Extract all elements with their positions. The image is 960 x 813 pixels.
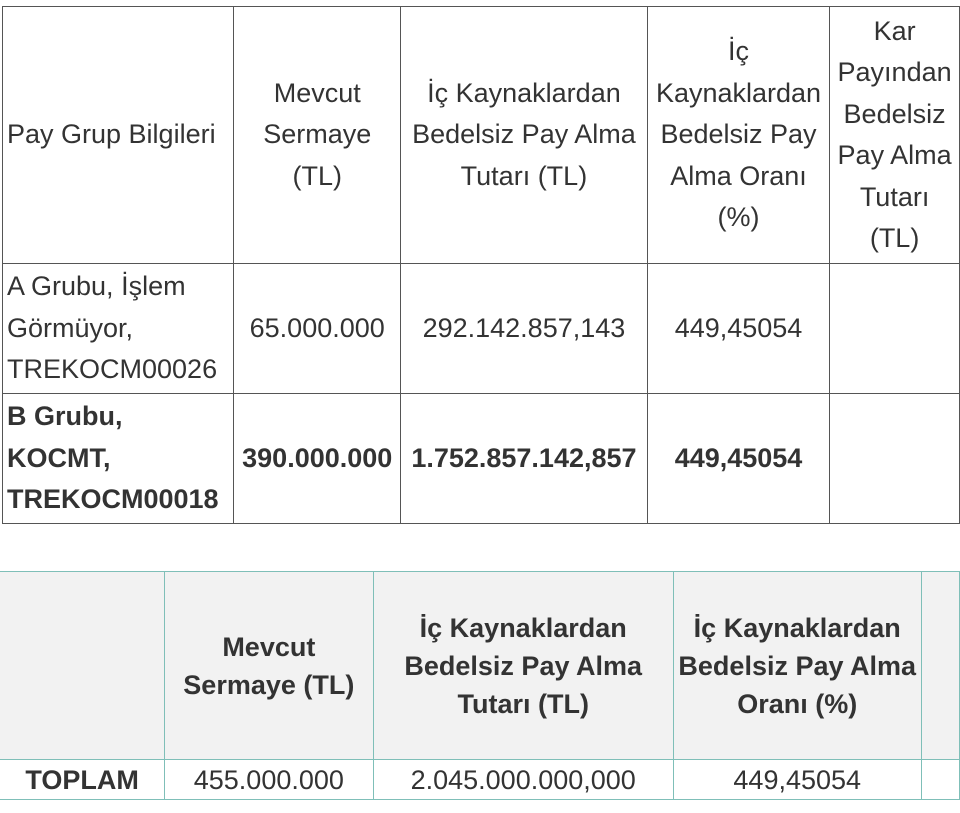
dividend-amount-cell	[830, 264, 960, 394]
capital-cell: 390.000.000	[234, 394, 401, 524]
group-cell: A Grubu, İşlem Görmüyor, TREKOCM00026	[3, 264, 234, 394]
dividend-amount-cell	[830, 394, 960, 524]
header-extra	[921, 572, 959, 760]
total-capital-cell: 455.000.000	[165, 760, 373, 800]
header-pay-group-info: Pay Grup Bilgileri	[3, 7, 234, 264]
total-table-header-row	[0, 572, 960, 760]
total-row	[0, 760, 960, 800]
header-empty	[0, 572, 165, 760]
header-current-capital: Mevcut Sermaye (TL)	[165, 572, 373, 760]
group-cell: B Grubu, KOCMT, TREKOCM00018	[3, 394, 234, 524]
header-dividend-bonus-amount: Kar Payından Bedelsiz Pay Alma Tutarı (TL)	[830, 7, 960, 264]
total-internal-amount-cell: 2.045.000.000,000	[373, 760, 673, 800]
header-internal-bonus-amount: İç Kaynaklardan Bedelsiz Pay Alma Tutarı (TL)	[373, 572, 673, 760]
total-internal-ratio-cell: 449,45054	[673, 760, 921, 800]
table-header-row	[3, 7, 960, 264]
header-internal-bonus-ratio: İç Kaynaklardan Bedelsiz Pay Alma Oranı (%)	[647, 7, 829, 264]
table-row	[3, 394, 960, 524]
header-current-capital: Mevcut Sermaye (TL)	[234, 7, 401, 264]
pay-group-table	[2, 6, 960, 524]
internal-amount-cell: 1.752.857.142,857	[401, 394, 648, 524]
header-internal-bonus-amount: İç Kaynaklardan Bedelsiz Pay Alma Tutarı (TL)	[401, 7, 648, 264]
table-row	[3, 264, 960, 394]
internal-amount-cell: 292.142.857,143	[401, 264, 648, 394]
internal-ratio-cell: 449,45054	[647, 264, 829, 394]
total-label: TOPLAM	[0, 760, 165, 800]
total-extra-cell	[921, 760, 959, 800]
header-internal-bonus-ratio: İç Kaynaklardan Bedelsiz Pay Alma Oranı (%)	[673, 572, 921, 760]
capital-cell: 65.000.000	[234, 264, 401, 394]
internal-ratio-cell: 449,45054	[647, 394, 829, 524]
total-table	[0, 571, 960, 800]
